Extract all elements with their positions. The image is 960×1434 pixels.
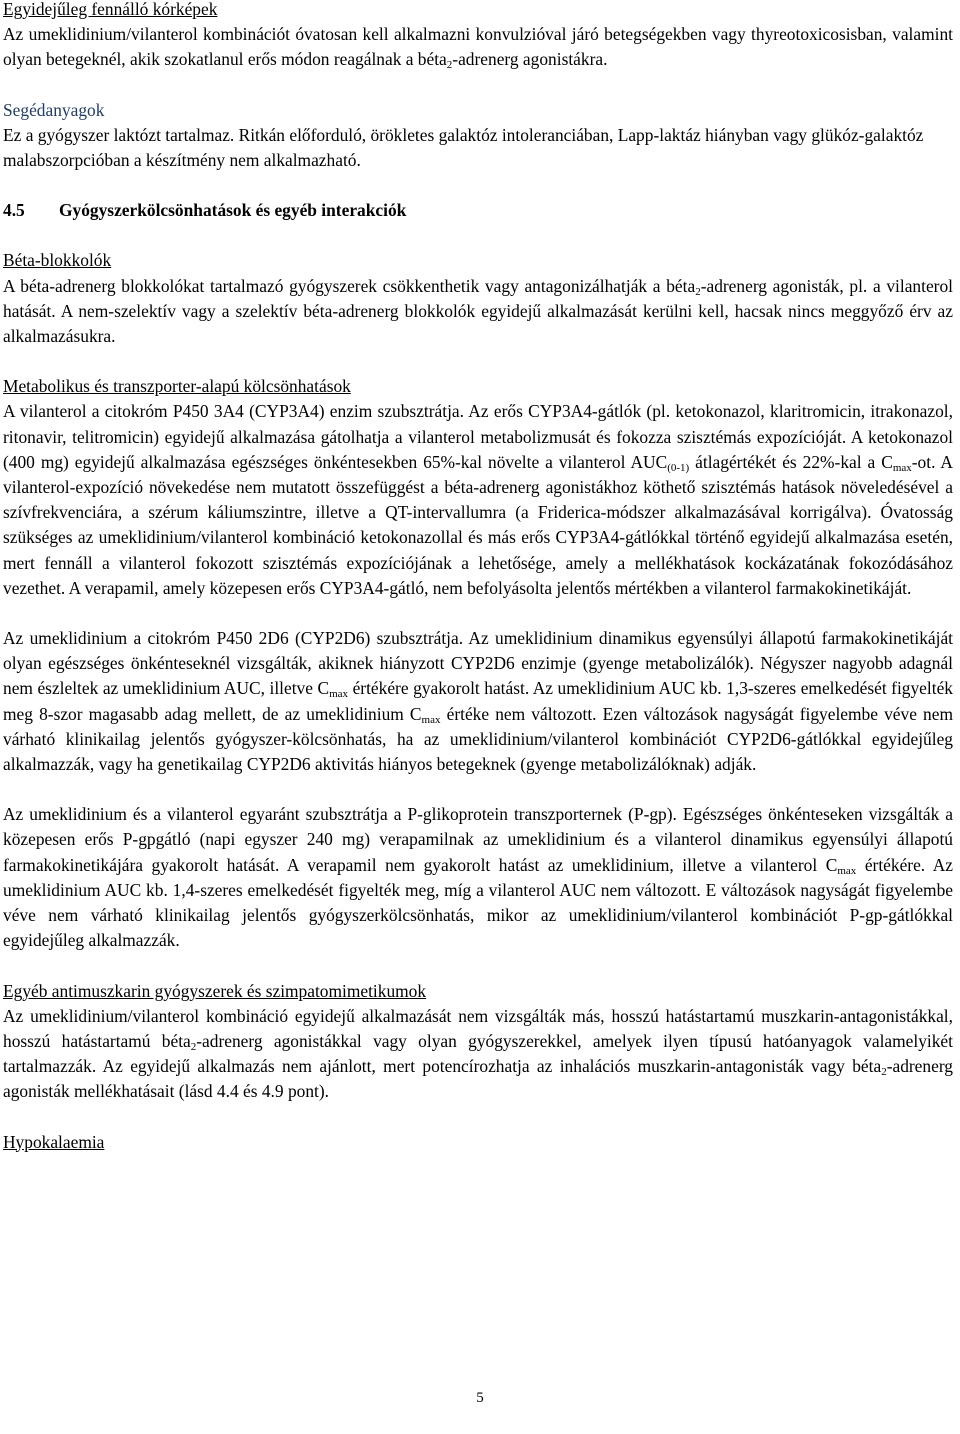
- beta-blockers-heading: Béta-blokkolók: [3, 250, 112, 271]
- metabolic-paragraph-3: Az umeklidinium és a vilanterol egyaránt szubsztrátja a P-glikoprotein transzporternek (P-gp). Egészséges önkénteseken vizsgálták a közepesen erős P-gpgátló (napi egyszer 240 mg) verapamilnak az umeklidinium és a vilanterol dinamikus egyensúlyi állapotú farmakokinetikájára gyakorolt hatását. A verapamil nem gyakorolt hatást az umeklidinium, illetve a vilanterol $C_{max}$ értékére. Az umeklidinium AUC kb. 1,4-szeres emelkedését figyelték meg, míg a vilanterol AUC nem változott. E változások nagyságát figyelembe véve nem várható klinikailag jelentős gyógyszerkölcsönhatás, mikor az umeklidinium/vilanterol kombinációt P-gp-gátlókkal egyidejűleg alkalmazzák.: [3, 804, 953, 951]
- other-antimuscarinics-paragraph: Az umeklidinium/vilanterol kombináció egyidejű alkalmazását nem vizsgálták más, hosszú hatástartamú muszkarin-antagonistákkal, hosszú hatástartamú béta$_2$-adrenerg agonistákkal vagy olyan gyógyszerekkel, amelyek ilyen típusú hatóanyagok valamelyikét tartalmazzák. Az egyidejű alkalmazás nem ajánlott, mert potencírozhatja az inhalációs muszkarin-antagonisták vagy béta$_2$-adrenerg agonisták mellékhatásait (lásd 4.4 és 4.9 pont).: [3, 1005, 953, 1102]
- other-antimuscarinics-heading: Egyéb antimuszkarin gyógyszerek és szimpatomimetikumok: [3, 980, 427, 1001]
- excipients-paragraph: Ez a gyógyszer laktózt tartalmaz. Ritkán előforduló, örökletes galaktóz intoleranciában, Lapp-laktáz hiányban vagy glükóz-galaktóz malabszorpcióban a készítmény nem alkalmazható.: [3, 124, 924, 171]
- section-4-5-title: [3, 198, 953, 223]
- concomitant-heading: Egyidejűleg fennálló kórképek: [3, 0, 218, 19]
- document-page: [3, 0, 953, 1155]
- metabolic-paragraph-1: A vilanterol a citokróm P450 3A4 (CYP3A4) enzim szubsztrátja. Az erős CYP3A4-gátlók (pl. ketokonazol, klaritromicin, itrakonazol, ritonavir, telitromicin) egyidejű alkalmazása gátolhatja a vilanterol metabolizmusát és fokozza szisztémás expozícióját. A ketokonazol (400 mg) egyidejű alkalmazása egészséges önkéntesekben 65%-kal növelte a vilanterol $AUC_{(0-1)}$ átlagértékét és 22%-kal a $C_{max}-ot$. A vilanterol-expozíció növekedése nem mutatott összefüggést a béta-adrenerg agonistákhoz köthető szisztémás hatások növeledésével a szívfrekvenciára, a szérum káliumszintre, illetve a QT-intervallumra (a Friderica-módszer alkalmazásával korrigálva). Óvatosság szükséges az umeklidinium/vilanterol kombináció ketokonazollal és más erős CYP3A4-gátlókkal történő egyidejű alkalmazása esetén, mert fennáll a vilanterol fokozott szisztémás expozíciójának a lehetősége, amely a mellékhatások kockázatának fokozódásához vezethet. A verapamil, amely közepesen erős CYP3A4-gátló, nem befolyásolta jelentős mértékben a vilanterol farmakokinetikáját.: [3, 401, 953, 598]
- section-title-text: Gyógyszerkölcsönhatások és egyéb interakciók: [59, 200, 407, 221]
- beta-blockers-paragraph: A béta-adrenerg blokkolókat tartalmazó gyógyszerek csökkenthetik vagy antagonizálhatják a béta$_2$-adrenerg agonisták, pl. a vilanterol hatását. A nem-szelektív vagy a szelektív béta-adrenerg blokkolók egyidejű alkalmazását kerülni kell, hacsak nincs meggyőző érv az alkalmazásukra.: [3, 275, 953, 347]
- metabolic-paragraph-2: Az umeklidinium a citokróm P450 2D6 (CYP2D6) szubsztrátja. Az umeklidinium dinamikus egyensúlyi állapotú farmakokinetikáját olyan egészséges önkénteseknél vizsgálták, akiknek hiányzott CYP2D6 enzimje (gyenge metabolizálók). Négyszer nagyobb adagnál nem észleltek az umeklidinium AUC, illetve $C_{max}$ értékére gyakorolt hatást. Az umeklidinium AUC kb. 1,3-szeres emelkedését figyelték meg 8-szor magasabb adag mellett, de az umeklidinium $C_{max}$ értéke nem változott. Ezen változások nagyságát figyelembe véve nem várható klinikailag jelentős gyógyszer-kölcsönhatás, ha az umeklidinium/vilanterol kombinációt CYP2D6-gátlókkal egyidejűleg alkalmazzák, vagy ha genetikailag CYP2D6 aktivitás hiányos betegeknek (gyenge metabolizálóknak) adják.: [3, 628, 953, 775]
- page-number: 5: [476, 1390, 484, 1406]
- concomitant-paragraph: Az umeklidinium/vilanterol kombinációt óvatosan kell alkalmazni konvulzióval járó betegségekben vagy thyreotoxicosisban, valamint olyan betegeknél, akik szokatlanul erős módon reagálnak a béta$_2$-adrenerg agonistákra.: [3, 24, 953, 72]
- excipients-heading: Segédanyagok: [3, 99, 105, 120]
- section-number: 4.5: [3, 200, 25, 221]
- metabolic-heading: Metabolikus és transzporter-alapú kölcsönhatások: [3, 376, 351, 397]
- hypokalaemia-heading: Hypokalaemia: [3, 1131, 105, 1152]
